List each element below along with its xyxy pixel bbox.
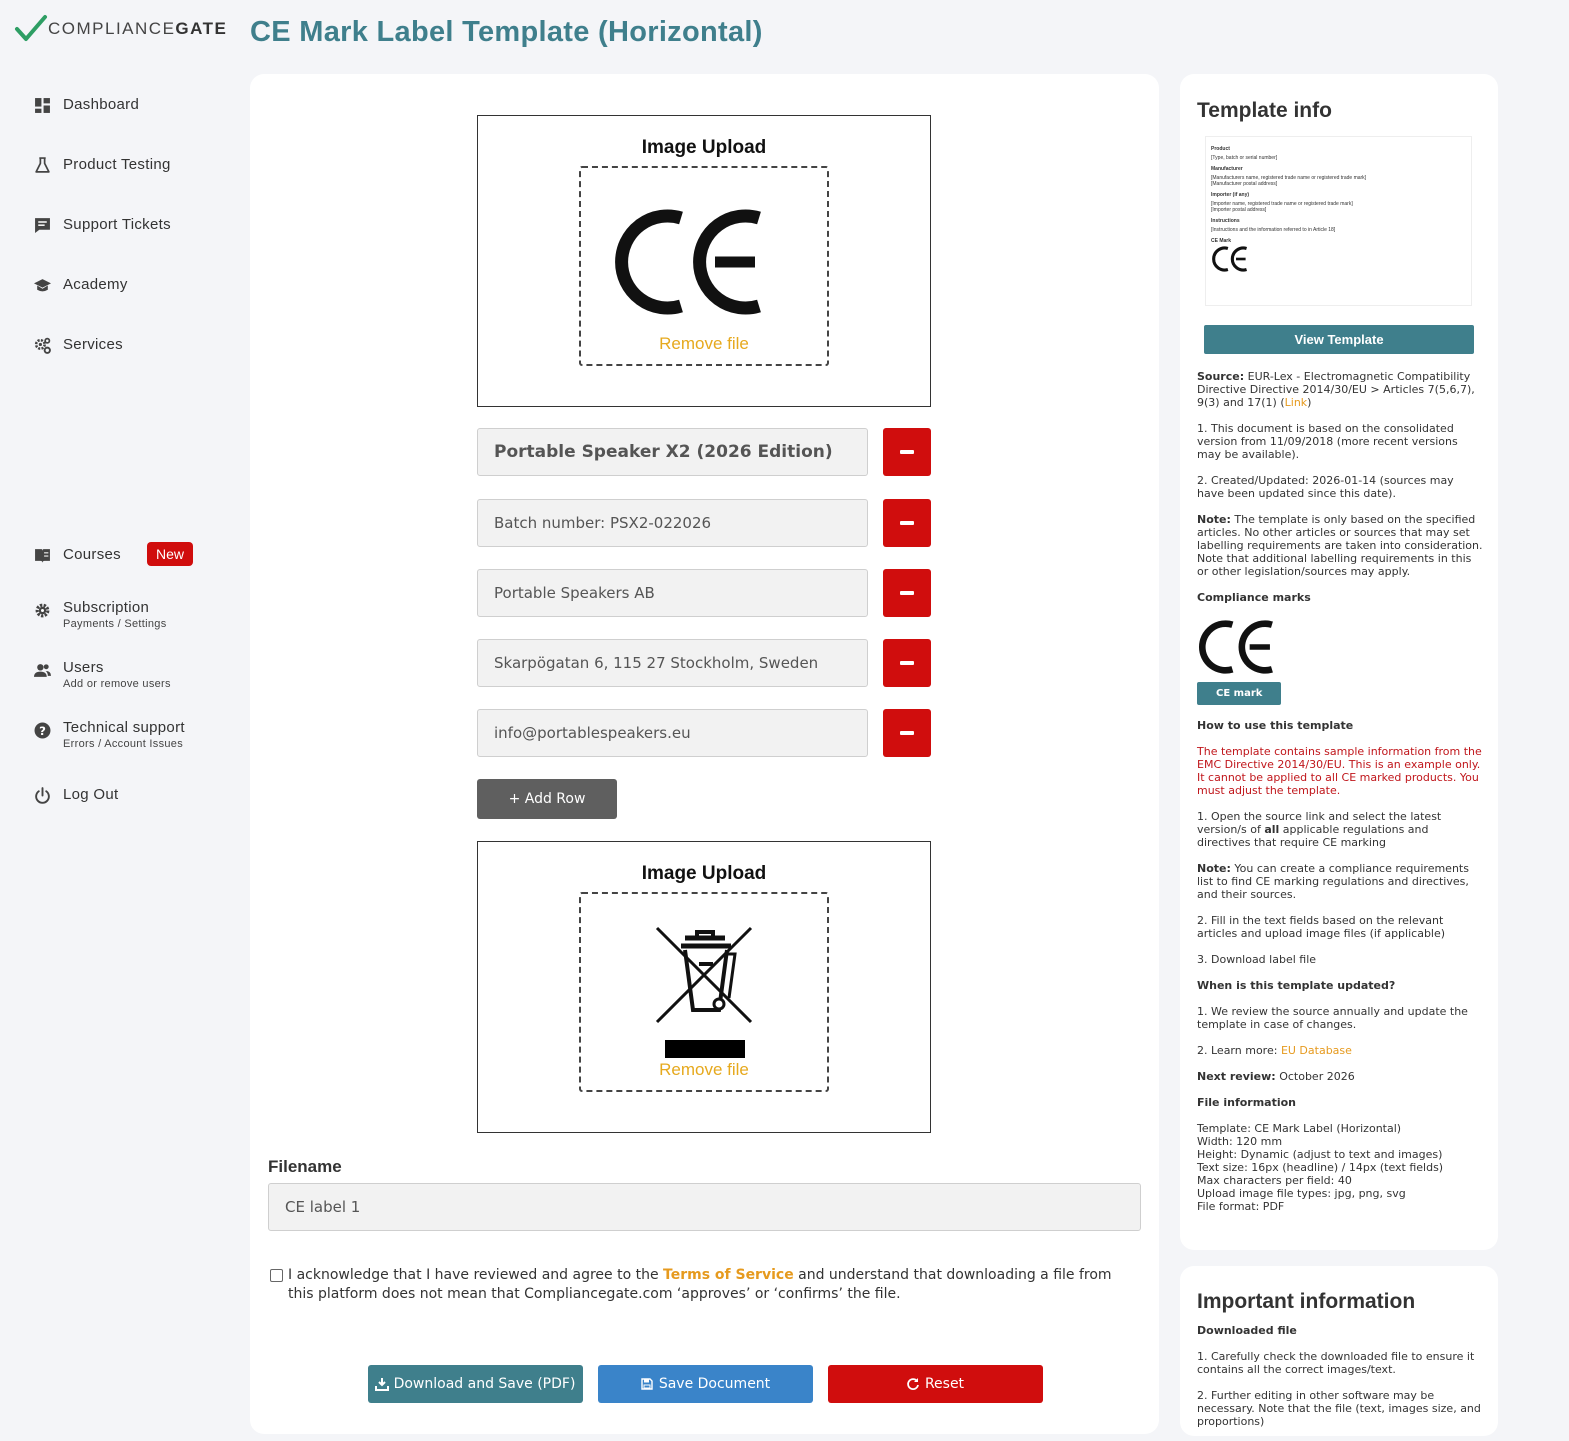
download-icon xyxy=(376,1378,388,1390)
floppy-disk-icon xyxy=(641,1378,653,1390)
remove-row-button[interactable] xyxy=(883,639,931,687)
sidebar-item-label: Services xyxy=(63,336,123,353)
field-row xyxy=(477,569,931,617)
image-dropzone[interactable] xyxy=(579,166,829,366)
button-label: Reset xyxy=(924,1376,965,1392)
sidebar-item-services[interactable] xyxy=(34,336,123,354)
terms-acknowledgement xyxy=(270,1266,1140,1304)
template-info-body: Source: EUR-Lex - Electromagnetic Compatibility Directive Directive 2014/30/EU > Articles 7(5,6,7), 9(3) and 17(1) (Link) 1. This document is based on the consolidated version from 11/09/2018 (more recent versions may be available). 2. Created/Updated: 2026-01-14 (sources may have been updated since this date). Note: The template is only based on the specified articles. No other articles or sources that may set labelling requirements are taken into consideration. Note that additional labelling requirements in this or other legislation/sources may apply. Compliance marks CE mark How to use this template The template contains sample information from the EMC Directive 2014/30/EU. This is an example only. It cannot be applied to all CE marked products. You must adjust the template. 1. Open the source link and select the latest version/s of all applicable regulations and directives that require CE marking Note: You can create a compliance requirements list to find CE marking regulations and directives, and their sources. 2. Fill in the text fields based on the relevant articles and upload image files (if applicable) 3. Download label file When is this template updated? 1. We review the source annually and update the template in case of changes. 2. Learn more: EU Database Next review: October 2026 File information Template: CE Mark Label (Horizontal) Width: 120 mm Height: Dynamic (adjust to text and images) Text size: 16px (headline) / 14px (text fields) Max characters per field: 40 Upload image file types: jpg, png, svg File format: PDF xyxy=(1197,370,1483,1213)
button-label: Save Document xyxy=(658,1376,771,1392)
address-field[interactable]: Skarpögatan 6, 115 27 Stockholm, Sweden xyxy=(477,639,868,687)
sidebar xyxy=(0,0,230,1418)
remove-row-button[interactable] xyxy=(883,428,931,476)
minus-icon xyxy=(900,661,914,665)
sidebar-item-label: Academy xyxy=(63,276,128,293)
sidebar-item-product-testing[interactable] xyxy=(34,156,171,174)
eu-database-link[interactable]: EU Database xyxy=(1280,1044,1352,1057)
label-form-card xyxy=(250,74,1159,1434)
ce-mark-icon xyxy=(1203,621,1275,673)
gear-icon xyxy=(34,602,51,619)
sidebar-item-dashboard[interactable] xyxy=(34,96,139,114)
minus-icon xyxy=(900,521,914,525)
logo[interactable] xyxy=(16,16,227,42)
sidebar-item-technical-support[interactable] xyxy=(34,719,185,750)
svg-text:?: ? xyxy=(39,723,46,738)
field-row xyxy=(477,709,931,757)
flask-icon xyxy=(34,157,51,174)
minus-icon xyxy=(900,731,914,735)
users-icon xyxy=(34,662,51,679)
save-document-button[interactable] xyxy=(598,1365,813,1403)
view-template-button[interactable]: View Template xyxy=(1204,325,1474,354)
template-info-card xyxy=(1180,74,1498,1250)
power-icon xyxy=(34,787,51,804)
batch-field[interactable]: Batch number: PSX2-022026 xyxy=(477,499,868,547)
manufacturer-field[interactable]: Portable Speakers AB xyxy=(477,569,868,617)
brand-name: COMPLIANCEGATE xyxy=(48,19,228,38)
filename-label: Filename xyxy=(268,1157,342,1176)
sidebar-item-label: Users xyxy=(63,659,104,676)
how-to-use-heading: How to use this template xyxy=(1197,719,1354,732)
file-information-list: Template: CE Mark Label (Horizontal) Width: 120 mm Height: Dynamic (adjust to text and images) Text size: 16px (headline) / 14px (text fields) Max characters per field: 40 Upload image file types: jpg, png, svg File format: PDF xyxy=(1197,1122,1444,1213)
minus-icon xyxy=(900,591,914,595)
weee-bin-icon xyxy=(655,924,755,1050)
sidebar-item-courses[interactable] xyxy=(34,546,193,566)
ce-mark-small-icon xyxy=(1214,247,1248,271)
remove-row-button[interactable] xyxy=(883,709,931,757)
image-dropzone[interactable] xyxy=(579,892,829,1092)
minus-icon xyxy=(900,450,914,454)
remove-row-button[interactable] xyxy=(883,499,931,547)
graduation-cap-icon xyxy=(34,277,51,294)
sidebar-item-sublabel: Payments / Settings xyxy=(63,618,167,630)
file-information-heading: File information xyxy=(1197,1096,1297,1109)
ce-mark-image xyxy=(623,212,765,312)
important-information-card xyxy=(1180,1266,1498,1436)
important-information-body: Downloaded file 1. Carefully check the downloaded file to ensure it contains all the correct images/text. 2. Further editing in other software may be necessary. Note that the file (text, images size, and proportions) xyxy=(1197,1324,1481,1428)
field-row xyxy=(477,499,931,547)
sidebar-item-sublabel: Errors / Account Issues xyxy=(63,738,183,750)
sidebar-item-label: Courses xyxy=(63,546,121,563)
sidebar-item-label: Log Out xyxy=(63,786,119,803)
reset-button[interactable] xyxy=(828,1365,1043,1403)
sidebar-item-support-tickets[interactable] xyxy=(34,216,171,234)
sidebar-item-log-out[interactable] xyxy=(34,786,118,804)
important-information-title: Important information xyxy=(1197,1290,1416,1313)
field-row xyxy=(477,639,931,687)
terms-checkbox[interactable] xyxy=(270,1269,283,1282)
email-field[interactable]: info@portablespeakers.eu xyxy=(477,709,868,757)
remove-file-link[interactable]: Remove file xyxy=(659,1060,749,1079)
sidebar-item-sublabel: Add or remove users xyxy=(63,678,171,690)
sidebar-item-users[interactable] xyxy=(34,659,171,690)
image-upload-weee xyxy=(477,841,931,1133)
upload-title: Image Upload xyxy=(641,137,767,158)
remove-row-button[interactable] xyxy=(883,569,931,617)
source-link[interactable]: Link xyxy=(1284,396,1308,409)
checkmark-logo-icon xyxy=(16,16,46,42)
sidebar-item-label: Technical support xyxy=(63,719,185,736)
sidebar-item-label: Subscription xyxy=(63,599,150,616)
sidebar-item-subscription[interactable] xyxy=(34,599,167,630)
chat-icon xyxy=(34,217,51,234)
page-title: CE Mark Label Template (Horizontal) xyxy=(250,16,763,48)
template-info-title: Template info xyxy=(1197,99,1332,122)
download-save-pdf-button[interactable] xyxy=(368,1365,583,1403)
sidebar-item-label: Dashboard xyxy=(63,96,140,113)
gears-icon xyxy=(34,337,51,354)
ce-mark-button[interactable]: CE mark xyxy=(1197,682,1281,705)
dashboard-icon xyxy=(34,97,51,114)
sidebar-item-label: Support Tickets xyxy=(63,216,171,233)
add-row-button[interactable]: + Add Row xyxy=(477,779,617,819)
terms-text: I acknowledge that I have reviewed and agree to the Terms of Service and understand that downloading a file from this platform does not mean that Compliancegate.com ‘approves’ or ‘confirms’ the file. xyxy=(288,1267,1112,1302)
template-preview[interactable]: Product [Type, batch or serial number] Manufacturer [Manufacturers name, registered trade name or registered trade mark] [Manufacturer postal address] Importer (if any) [Importer name, registered trade name or registered trade mark] [Importer postal address] Instructions [Instructions and the information referred to in Article 18] CE Mark xyxy=(1205,136,1472,306)
image-upload-ce xyxy=(477,115,931,407)
terms-of-service-link[interactable]: Terms of Service xyxy=(663,1267,794,1283)
sidebar-item-label: Product Testing xyxy=(63,156,171,173)
button-label: Download and Save (PDF) xyxy=(393,1376,576,1392)
refresh-icon xyxy=(907,1378,919,1390)
filename-input[interactable]: CE label 1 xyxy=(268,1183,1141,1231)
book-icon xyxy=(34,547,51,564)
help-circle-icon xyxy=(34,722,51,739)
remove-file-link[interactable]: Remove file xyxy=(659,334,749,353)
compliance-marks-heading: Compliance marks xyxy=(1197,591,1311,604)
field-row xyxy=(477,428,931,476)
product-field[interactable]: Portable Speaker X2 (2026 Edition) xyxy=(477,428,868,476)
upload-title: Image Upload xyxy=(641,863,767,884)
when-updated-heading: When is this template updated? xyxy=(1197,979,1396,992)
sidebar-item-academy[interactable] xyxy=(34,276,128,294)
new-badge: New xyxy=(147,542,193,566)
